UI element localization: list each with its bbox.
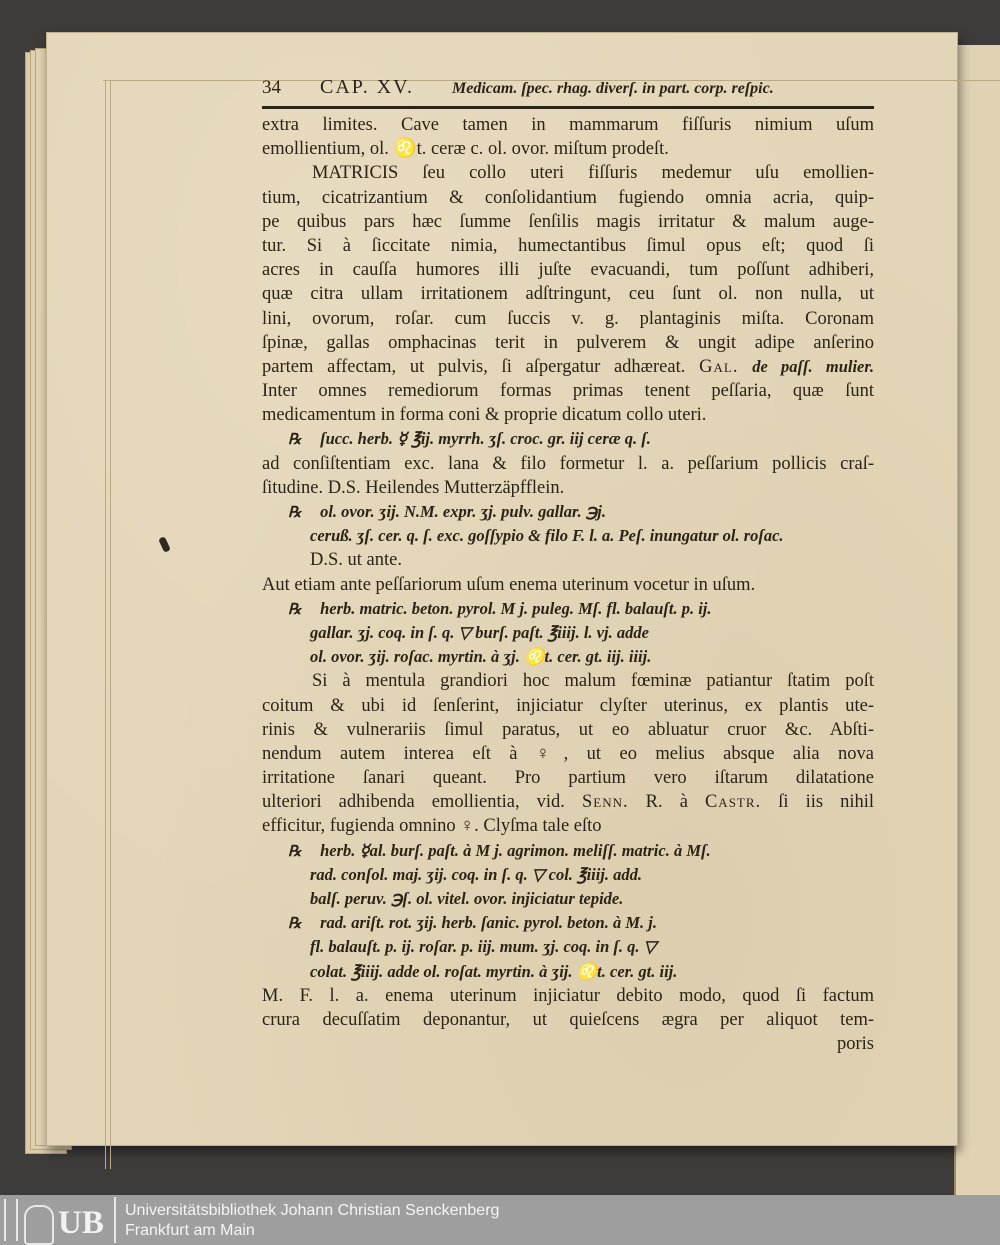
text-span: ulteriori adhibenda emollientia, vid. xyxy=(262,792,565,813)
recipe-text: gallar. ʒj. coq. in ſ. q. ▽ burſ. paſt. ℥iiij. l. vj. adde xyxy=(310,622,649,642)
recipe-text: ol. ovor. ʒij. N.M. expr. ʒj. pulv. gallar. ℈j. xyxy=(320,502,606,521)
page-text xyxy=(262,76,874,1056)
text-line: coitum & ubi id ſenſerint, injiciatur clyſter uterinus, ex plantis ute- xyxy=(262,695,874,716)
recipe-line xyxy=(262,427,874,451)
text-line: Si à mentula grandiori hoc malum fœminæ patiantur ſtatim poſt xyxy=(312,671,874,692)
recipe-icon: ℞ xyxy=(288,505,302,521)
body-text xyxy=(262,113,874,1056)
logo-text: UB xyxy=(58,1205,104,1241)
recipe-line xyxy=(262,621,874,645)
citation-author: Castr. xyxy=(704,792,762,813)
text-line xyxy=(262,355,874,379)
recipe-line xyxy=(262,863,874,887)
text-line: Inter omnes remediorum formas primas tenent peſſaria, quæ ſunt xyxy=(262,381,874,402)
recipe-line xyxy=(262,911,874,935)
text-line: efficitur, fugienda omnino ♀. Clyſma tale eſto xyxy=(262,816,602,837)
recipe-text: herb. ☿al. burſ. paſt. à M j. agrimon. meliſſ. matric. à Mſ. xyxy=(320,840,711,860)
text-line: M. F. l. a. enema uterinum injiciatur debito modo, quod ſi factum xyxy=(262,985,874,1006)
portrait-icon xyxy=(24,1205,54,1245)
text-line: acres in cauſſa humores illi juſte evacuandi, tum poſſunt adhiberi, xyxy=(262,260,874,281)
text-line: crura decuſſatim deponantur, ut quieſcens ægra per aliquot tem- xyxy=(262,1009,874,1030)
text-line: extra limites. Cave tamen in mammarum fiſſuris nimium uſum xyxy=(262,115,874,135)
citation-author: Gal. xyxy=(699,356,739,377)
text-line: pe quibus pars hæc ſumme ſenſilis magis irritatur & malum auge- xyxy=(262,211,874,232)
recipe-icon: ℞ xyxy=(288,916,302,933)
text-line: Aut etiam ante peſſariorum uſum enema uterinum vocetur in uſum. xyxy=(262,574,756,595)
recipe-text: rad. conſol. maj. ʒij. coq. in ſ. q. ▽ col. ℥iiij. add. xyxy=(310,864,643,884)
library-city-line: Frankfurt am Main xyxy=(125,1222,255,1239)
facing-page-edge xyxy=(954,45,1000,1195)
running-head xyxy=(262,76,874,109)
library-logo[interactable] xyxy=(2,1197,116,1243)
recipe-text: rad. ariſt. rot. ʒij. herb. ſanic. pyrol. beton. à M. j. xyxy=(320,913,657,933)
text-line: MATRICIS ſeu collo uteri fiſſuris medemur uſu emollien- xyxy=(312,163,874,184)
text-line: tium, cicatrizantium & conſolidantium fugiendo omnia acria, quip- xyxy=(262,187,874,208)
running-title: Medicam. ſpec. rhag. diverſ. in part. corp. reſpic. xyxy=(452,80,774,97)
chapter-heading: CAP. XV. xyxy=(320,76,414,98)
citation-work: de paſſ. mulier. xyxy=(752,356,874,376)
text-span: partem affectam, ut pulvis, ſi aſpergatur adhæreat. xyxy=(262,356,686,377)
columns-icon xyxy=(4,1199,18,1241)
page-number: 34 xyxy=(262,77,281,98)
recipe-line xyxy=(262,960,874,984)
text-line: irritatione ſanari queant. Pro partium vero iſtarum dilatatione xyxy=(262,768,874,789)
text-line: ſpinæ, gallas omphacinas terit in pulverem & ungit adipe anſerino xyxy=(262,332,874,353)
citation-author: Senn. xyxy=(581,792,629,813)
text-line: ad conſiſtentiam exc. lana & filo formetur l. a. peſſarium pollicis craſ- xyxy=(262,453,874,474)
text-line: tur. Si à ſiccitate nimia, humectantibus ſimul opus eſt; quod ſi xyxy=(262,235,874,256)
recipe-text: colat. ℥iiij. adde ol. roſat. myrtin. à ʒij. ♌t. cer. gt. iij. xyxy=(310,961,678,981)
library-name xyxy=(125,1201,499,1241)
catchword: poris xyxy=(837,1034,874,1055)
recipe-line xyxy=(262,597,874,621)
recipe-text: ceruß. ʒſ. cer. q. ſ. exc. goſſypio & filo F. l. a. Peſ. inungatur ol. roſac. xyxy=(310,526,784,546)
page-fold-line xyxy=(105,81,111,1169)
text-span: ſi iis nihil xyxy=(778,792,874,813)
text-line: emollientium, ol. ♌t. ceræ c. ol. ovor. miſtum prodeſt. xyxy=(262,139,669,160)
recipe-line xyxy=(262,500,874,524)
recipe-line xyxy=(262,935,874,959)
text-line: rinis & vulnerariis ſimul paratus, ut eo abluatur cruor &c. Abſti- xyxy=(262,719,874,740)
text-line: quæ citra ullam irritationem adſtringunt, ceu ſunt ol. non nulla, ut xyxy=(262,284,874,305)
recipe-line xyxy=(262,645,874,669)
recipe-text: fl. balauſt. p. ij. roſar. p. iij. mum. ʒj. coq. in ſ. q. ▽ xyxy=(310,937,657,957)
recipe-icon: ℞ xyxy=(288,432,302,449)
recipe-icon: ℞ xyxy=(288,601,302,618)
text-line: medicamentum in forma coni & proprie dicatum collo uteri. xyxy=(262,405,707,426)
recipe-text: ol. ovor. ʒij. roſac. myrtin. à ʒj. ♌t. cer. gt. iij. iiij. xyxy=(310,647,652,667)
recipe-text: ſucc. herb. ☿ ℥ij. myrrh. ʒſ. croc. gr. iij ceræ q. ſ. xyxy=(320,429,651,449)
text-span: R. à xyxy=(645,792,688,813)
recipe-line xyxy=(262,839,874,863)
recipe-text: herb. matric. beton. pyrol. M j. puleg. Mſ. fl. balauſt. p. ij. xyxy=(320,598,712,618)
recipe-line: D.S. ut ante. xyxy=(310,550,402,571)
text-line: nendum autem interea eſt à ♀, ut eo melius absque alia nova xyxy=(262,743,874,764)
library-footer xyxy=(0,1195,1000,1245)
recipe-icon: ℞ xyxy=(288,843,302,860)
recipe-text: balſ. peruv. ℈ſ. ol. vitel. ovor. injiciatur tepide. xyxy=(310,889,624,908)
text-line: ſitudine. D.S. Heilendes Mutterzäpfflein. xyxy=(262,477,565,498)
recipe-line xyxy=(262,887,874,911)
recipe-line xyxy=(262,524,874,548)
library-name-line: Universitätsbibliothek Johann Christian Senckenberg xyxy=(125,1202,500,1219)
text-line: lini, ovorum, roſar. cum ſuccis v. g. plantaginis miſta. Coronam xyxy=(262,308,874,329)
text-line xyxy=(262,790,874,814)
